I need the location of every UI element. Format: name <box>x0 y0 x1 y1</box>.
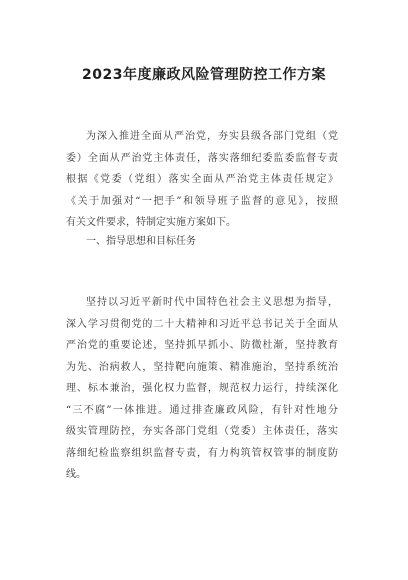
paragraph-line: 有关文件要求，特制定实施方案如下。 <box>66 217 236 228</box>
document-title: 2023年度廉政风险管理防控工作方案 <box>82 67 326 83</box>
intro-paragraph <box>66 126 338 234</box>
paragraph-line: 坚持以习近平新时代中国特色社会主义思想为指导， <box>86 297 338 308</box>
paragraph-line: 线。 <box>66 469 86 480</box>
paragraph-line: 《关于加强对“一把手”和领导班子监督的意见》，按照 <box>66 195 338 207</box>
paragraph-line: 委）全面从严治党主体责任，落实落细纪委监委监督专责 <box>66 152 338 164</box>
paragraph-line: 为先、治病救人，坚持靶向施策、精准施治，坚持系统治 <box>66 361 338 373</box>
paragraph-line: 级实管理防控，夯实各部门党组（党委）主体责任，落实 <box>66 426 338 437</box>
paragraph-line: 理、标本兼治，强化权力监督，规范权力运行，持续深化 <box>66 383 338 394</box>
paragraph-line: 严治党的重要论述，坚持抓早抓小、防微杜渐，坚持教育 <box>66 340 338 351</box>
section-heading: 一、指导思想和目标任务 <box>86 236 196 247</box>
paragraph-line: 落细纪检监察组织监督专责，有力构筑管权管事的制度防 <box>66 447 338 459</box>
section1-paragraph <box>66 292 338 486</box>
paragraph-line: 为深入推进全面从严治党，夯实县级各部门党组（党 <box>86 131 338 142</box>
paragraph-line: 根据《党委（党组）落实全面从严治党主体责任规定》 <box>66 174 338 185</box>
paragraph-line: “三不腐”一体推进。通过排查廉政风险，有针对性地分 <box>66 404 338 416</box>
paragraph-line: 深入学习贯彻党的二十大精神和习近平总书记关于全面从 <box>66 318 338 330</box>
